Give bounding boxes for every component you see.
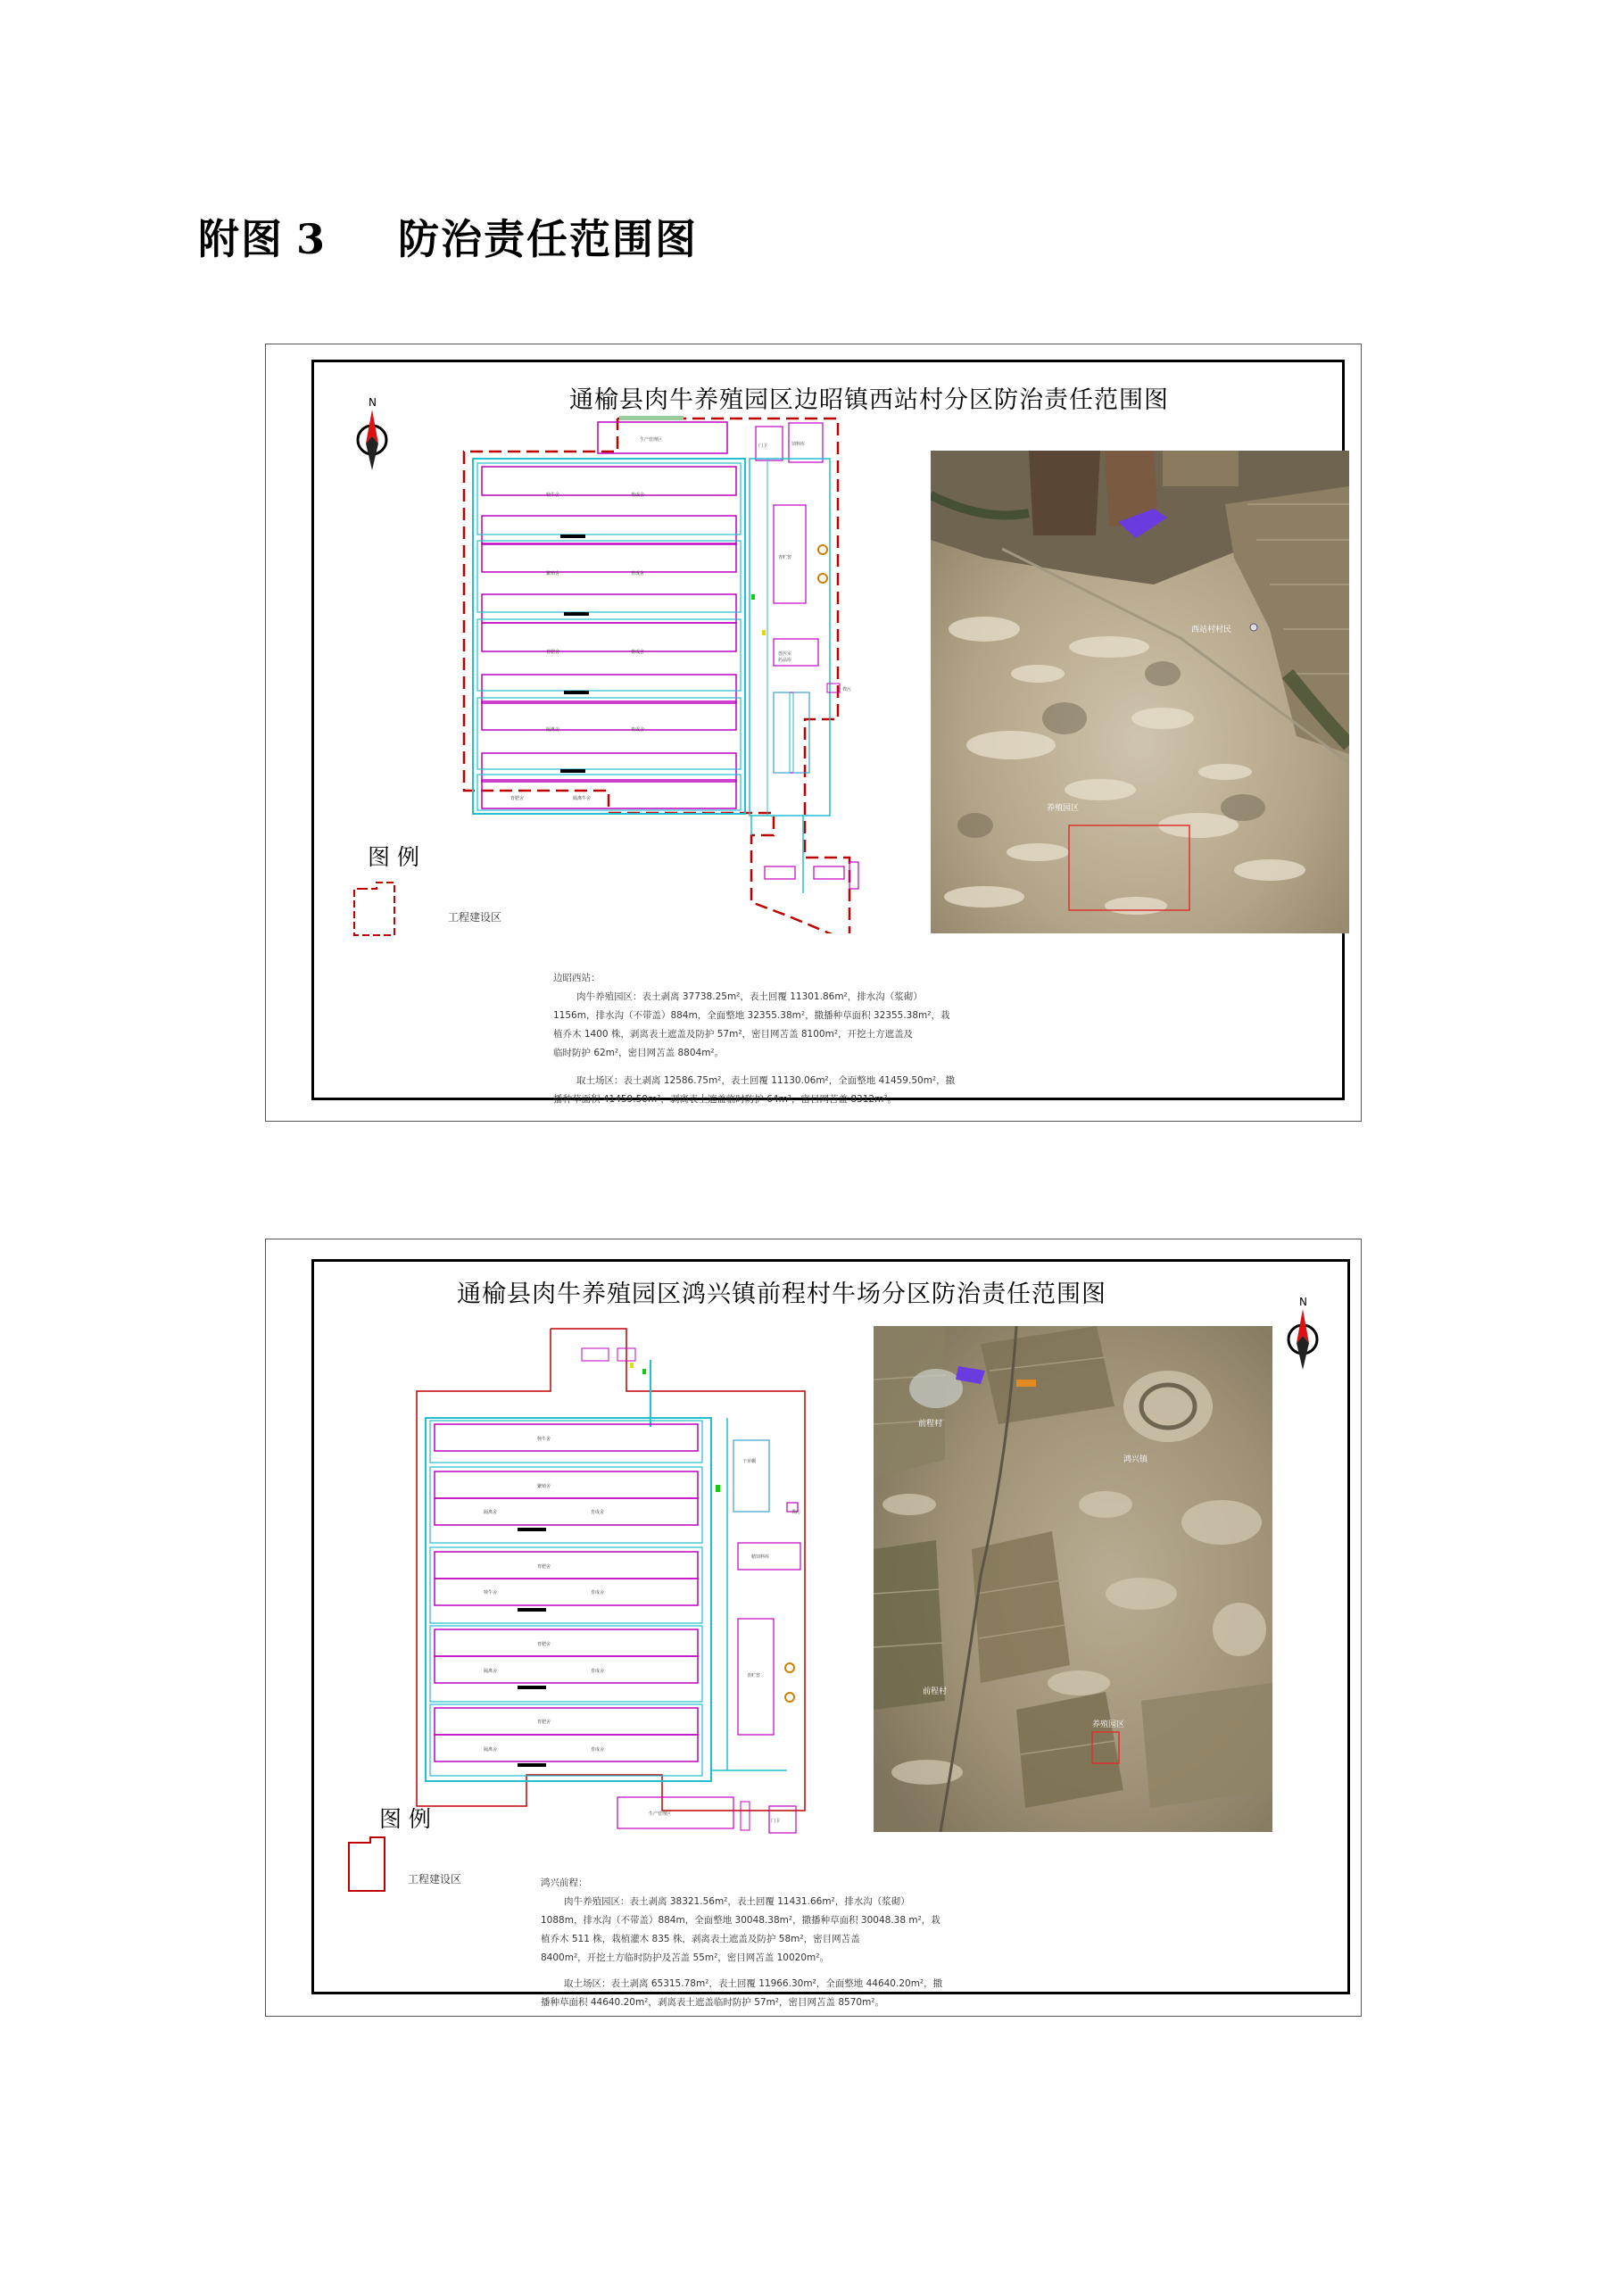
svg-text:育肥舍: 育肥舍: [537, 1564, 551, 1570]
note-line: 播种草面积 44640.20m²，剥离表土遮盖临时防护 57m²，密目网苫盖 8570m²。: [541, 1997, 885, 2008]
sat-label-park-1: 养殖园区: [1047, 804, 1080, 813]
svg-text:饲料库: 饲料库: [791, 442, 806, 447]
note-line: 1088m，排水沟（不带盖）884m，全面整地 30048.38m²，撒播种草面积 30048.38 m²，栽: [541, 1915, 940, 1926]
north-label: N: [1299, 1296, 1307, 1308]
title-caption: 防治责任范围图: [398, 215, 699, 263]
svg-text:育肥舍: 育肥舍: [537, 1642, 551, 1647]
notes-1: [553, 969, 1124, 1109]
satellite-image-2: [874, 1326, 1272, 1832]
map-panel-2: [265, 1239, 1362, 2017]
note-line: 鸿兴前程：: [541, 1877, 588, 1888]
north-arrow-icon: [1282, 1295, 1323, 1370]
svg-text:青贮窖: 青贮窖: [778, 555, 792, 560]
svg-text:繁殖舍: 繁殖舍: [546, 571, 560, 576]
map-frame-2: [311, 1259, 1350, 2008]
note-line: 1156m，排水沟（不带盖）884m，全面整地 32355.38m²，撒播种草面积 32355.38m²，栽: [553, 1010, 950, 1021]
svg-text:隔离舍: 隔离舍: [484, 1669, 498, 1674]
svg-text:隔离舍: 隔离舍: [546, 727, 560, 733]
svg-text:育肥舍: 育肥舍: [537, 1720, 551, 1725]
north-arrow-icon: [352, 395, 393, 470]
svg-text:药品库: 药品库: [778, 658, 792, 663]
svg-text:犊牛舍: 犊牛舍: [537, 1437, 551, 1442]
satellite-image-1: [931, 451, 1349, 933]
note-line: 临时防护 62m²，密目网苫盖 8804m²。: [553, 1048, 725, 1058]
title-number: 3: [296, 215, 327, 263]
svg-text:青贮窖: 青贮窖: [747, 1673, 761, 1678]
svg-text:育成舍: 育成舍: [591, 1747, 605, 1753]
note-line: 取土场区：表土剥离 12586.75m²，表土回覆 11130.06m²，全面整地 41459.50m²，撒: [576, 1075, 956, 1086]
note-line: 植乔木 1400 株，剥离表土遮盖及防护 57m²，密目网苫盖 8100m²，开挖土方遮盖及: [553, 1029, 914, 1040]
sat-label-2a: 前程村: [918, 1420, 943, 1429]
site-plan-1: [457, 416, 957, 933]
svg-text:育成舍: 育成舍: [591, 1510, 605, 1515]
legend-label-1: 图 例: [368, 844, 419, 870]
legend-label-2: 图 例: [379, 1806, 431, 1832]
svg-text:兽医室: 兽医室: [778, 651, 792, 657]
svg-text:犊牛舍: 犊牛舍: [484, 1590, 498, 1596]
sat-label-2c: 前程村: [923, 1687, 948, 1696]
svg-text:育成舍: 育成舍: [631, 493, 645, 498]
notes-2: [541, 1874, 1112, 2012]
map-frame-1: [311, 360, 1345, 1105]
svg-text:精饲料库: 精饲料库: [751, 1554, 770, 1560]
svg-text:育成舍: 育成舍: [631, 727, 645, 733]
note-line: 肉牛养殖园区：表土剥离 38321.56m²，表土回覆 11431.66m²，排水沟（浆砌）: [564, 1896, 910, 1907]
svg-text:生产管理区: 生产管理区: [649, 1811, 672, 1817]
svg-text:育成舍: 育成舍: [591, 1669, 605, 1674]
legend-item-1: 工程建设区: [448, 911, 502, 924]
page-title: [198, 207, 698, 266]
sat-label-village-1: 西站村村民: [1191, 626, 1232, 634]
svg-text:育肥舍: 育肥舍: [546, 650, 560, 655]
note-line: 边昭西站：: [553, 973, 601, 983]
svg-text:隔离牛舍: 隔离牛舍: [573, 796, 592, 801]
svg-text:干草棚: 干草棚: [742, 1459, 757, 1464]
site-plan-2: [412, 1324, 832, 1913]
note-line: 取土场区：表土剥离 65315.78m²，表土回覆 11966.30m²，全面整地 44640.20m²，撒: [564, 1978, 943, 1989]
title-prefix: 附图: [198, 215, 284, 263]
legend-item-2: 工程建设区: [408, 1873, 462, 1886]
svg-text:粪污: 粪污: [842, 687, 852, 692]
svg-text:育成舍: 育成舍: [631, 650, 645, 655]
note-line: 植乔木 511 株，栽植灌木 835 株，剥离表土遮盖及防护 58m²，密目网苫盖: [541, 1934, 860, 1944]
svg-text:门卫: 门卫: [758, 443, 768, 449]
svg-text:隔离舍: 隔离舍: [484, 1747, 498, 1753]
north-label: N: [369, 396, 377, 409]
map-title-1: 通榆县肉牛养殖园区边昭镇西站村分区防治责任范围图: [569, 386, 1169, 414]
note-line: 8400m²，开挖土方临时防护及苫盖 55m²，密目网苫盖 10020m²。: [541, 1952, 829, 1963]
legend-boundary-icon: [345, 1836, 399, 1898]
legend-boundary-icon: [350, 880, 403, 942]
svg-text:犊牛舍: 犊牛舍: [546, 493, 560, 498]
svg-text:育成舍: 育成舍: [631, 571, 645, 576]
svg-text:粪污: 粪污: [791, 1510, 801, 1515]
svg-text:育成舍: 育成舍: [591, 1590, 605, 1596]
map-title-2: 通榆县肉牛养殖园区鸿兴镇前程村牛场分区防治责任范围图: [457, 1281, 1106, 1308]
sat-label-2d: 养殖园区: [1092, 1720, 1125, 1729]
svg-text:繁殖舍: 繁殖舍: [537, 1484, 551, 1489]
note-line: 播种草面积 41459.50m²，剥离表土遮盖临时防护 64m²，密目网苫盖 8312m²。: [553, 1094, 898, 1105]
svg-text:隔离舍: 隔离舍: [484, 1510, 498, 1515]
sat-label-2b: 鸿兴镇: [1123, 1455, 1148, 1464]
map-panel-1: [265, 344, 1362, 1122]
note-line: 肉牛养殖园区：表土剥离 37738.25m²，表土回覆 11301.86m²，排水沟（浆砌）: [576, 991, 923, 1002]
svg-text:育肥舍: 育肥舍: [510, 796, 525, 801]
svg-text:生产管理区: 生产管理区: [640, 437, 663, 443]
svg-text:门卫: 门卫: [771, 1819, 781, 1824]
